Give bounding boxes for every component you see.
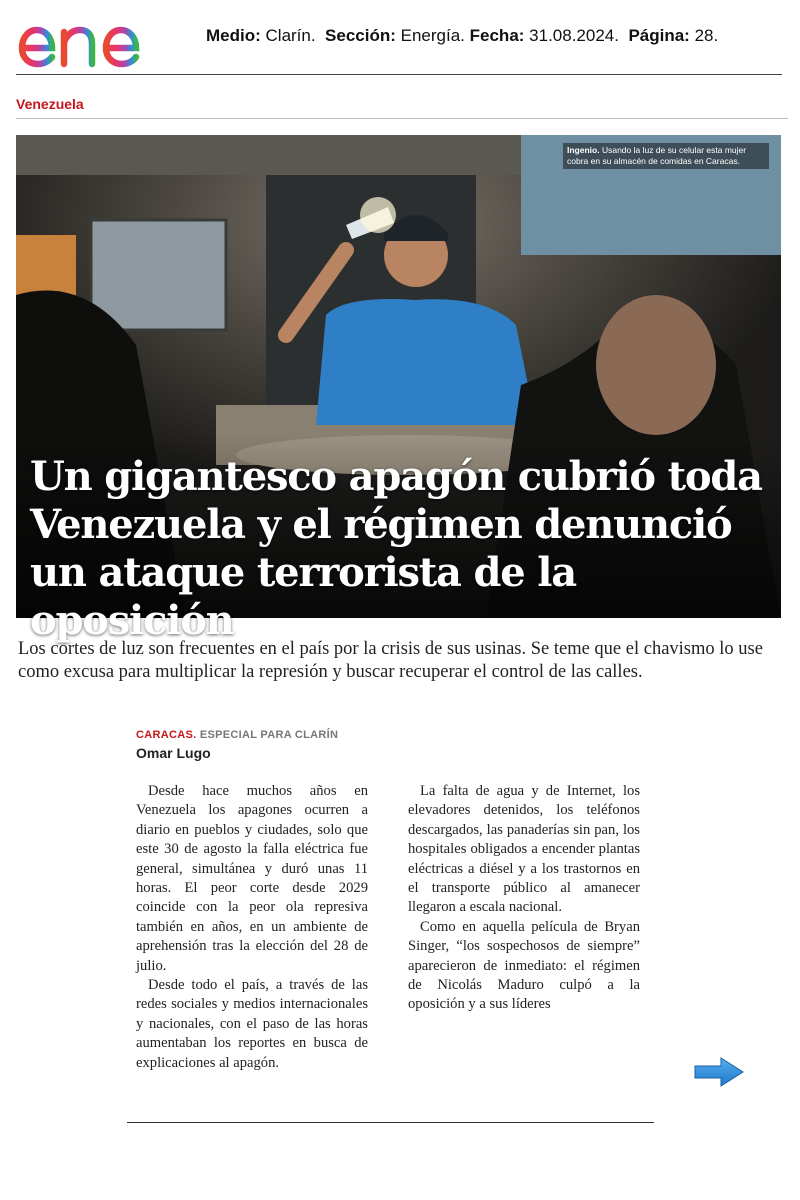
arrow-right-icon[interactable] (693, 1055, 745, 1089)
body-column-1 (136, 782, 368, 1073)
body-column-2 (408, 782, 640, 1015)
author-byline: Omar Lugo (136, 745, 211, 761)
bottom-divider (127, 1122, 654, 1123)
body-paragraph: La falta de agua y de Internet, los elevadores detenidos, los teléfonos descargados, las panaderías sin pan, los hospitales obligados a encender plantas eléctricas a diésel y a los trastornos en el transporte público al amanecer llegaron a escala nacional. (408, 783, 640, 916)
photo-caption: Ingenio. Usando la luz de su celular esta mujer cobra en su almacén de comidas en Caracas. (563, 143, 769, 169)
deck: Los cortes de luz son frecuentes en el país por la crisis de sus usinas. Se teme que el chavismo lo use como excusa para multiplicar la represión y buscar recuperar el control de las calles. (18, 639, 763, 682)
header-divider (16, 74, 782, 75)
body-paragraph: Desde todo el país, a través de las redes sociales y medios internacionales y nacionales, con el paso de las horas aumentaban los reportes en busca de explicaciones al apagón. (136, 977, 368, 1071)
headline: Un gigantesco apagón cubrió toda Venezuela y el régimen denunció un ataque terrorista de la oposición (30, 453, 762, 644)
article-photo (16, 135, 781, 644)
section-divider (16, 118, 788, 119)
publication-meta: Medio: Clarín. Sección: Energía. Fecha: 31.08.2024. Página: 28. (206, 26, 719, 45)
enel-logo (14, 12, 184, 74)
dateline: CARACAS. ESPECIAL PARA CLARÍN (136, 729, 339, 741)
body-paragraph: Como en aquella película de Bryan Singer, “los sospechosos de siempre” aparecieron de inmediato: el régimen de Nicolás Maduro culpó a la oposición y a sus líderes (408, 918, 640, 1013)
body-paragraph: Desde hace muchos años en Venezuela los apagones ocurren a diario en pueblos y ciudades, solo que este 30 de agosto la falla eléctrica fue general, simultánea y duró unas 11 horas. El peor corte desde 2029 coincide con la peor ola represiva también en años, en un ambiente de aprehensión tras la elección del 28 de julio. (136, 783, 368, 974)
section-label: Venezuela (16, 96, 84, 112)
